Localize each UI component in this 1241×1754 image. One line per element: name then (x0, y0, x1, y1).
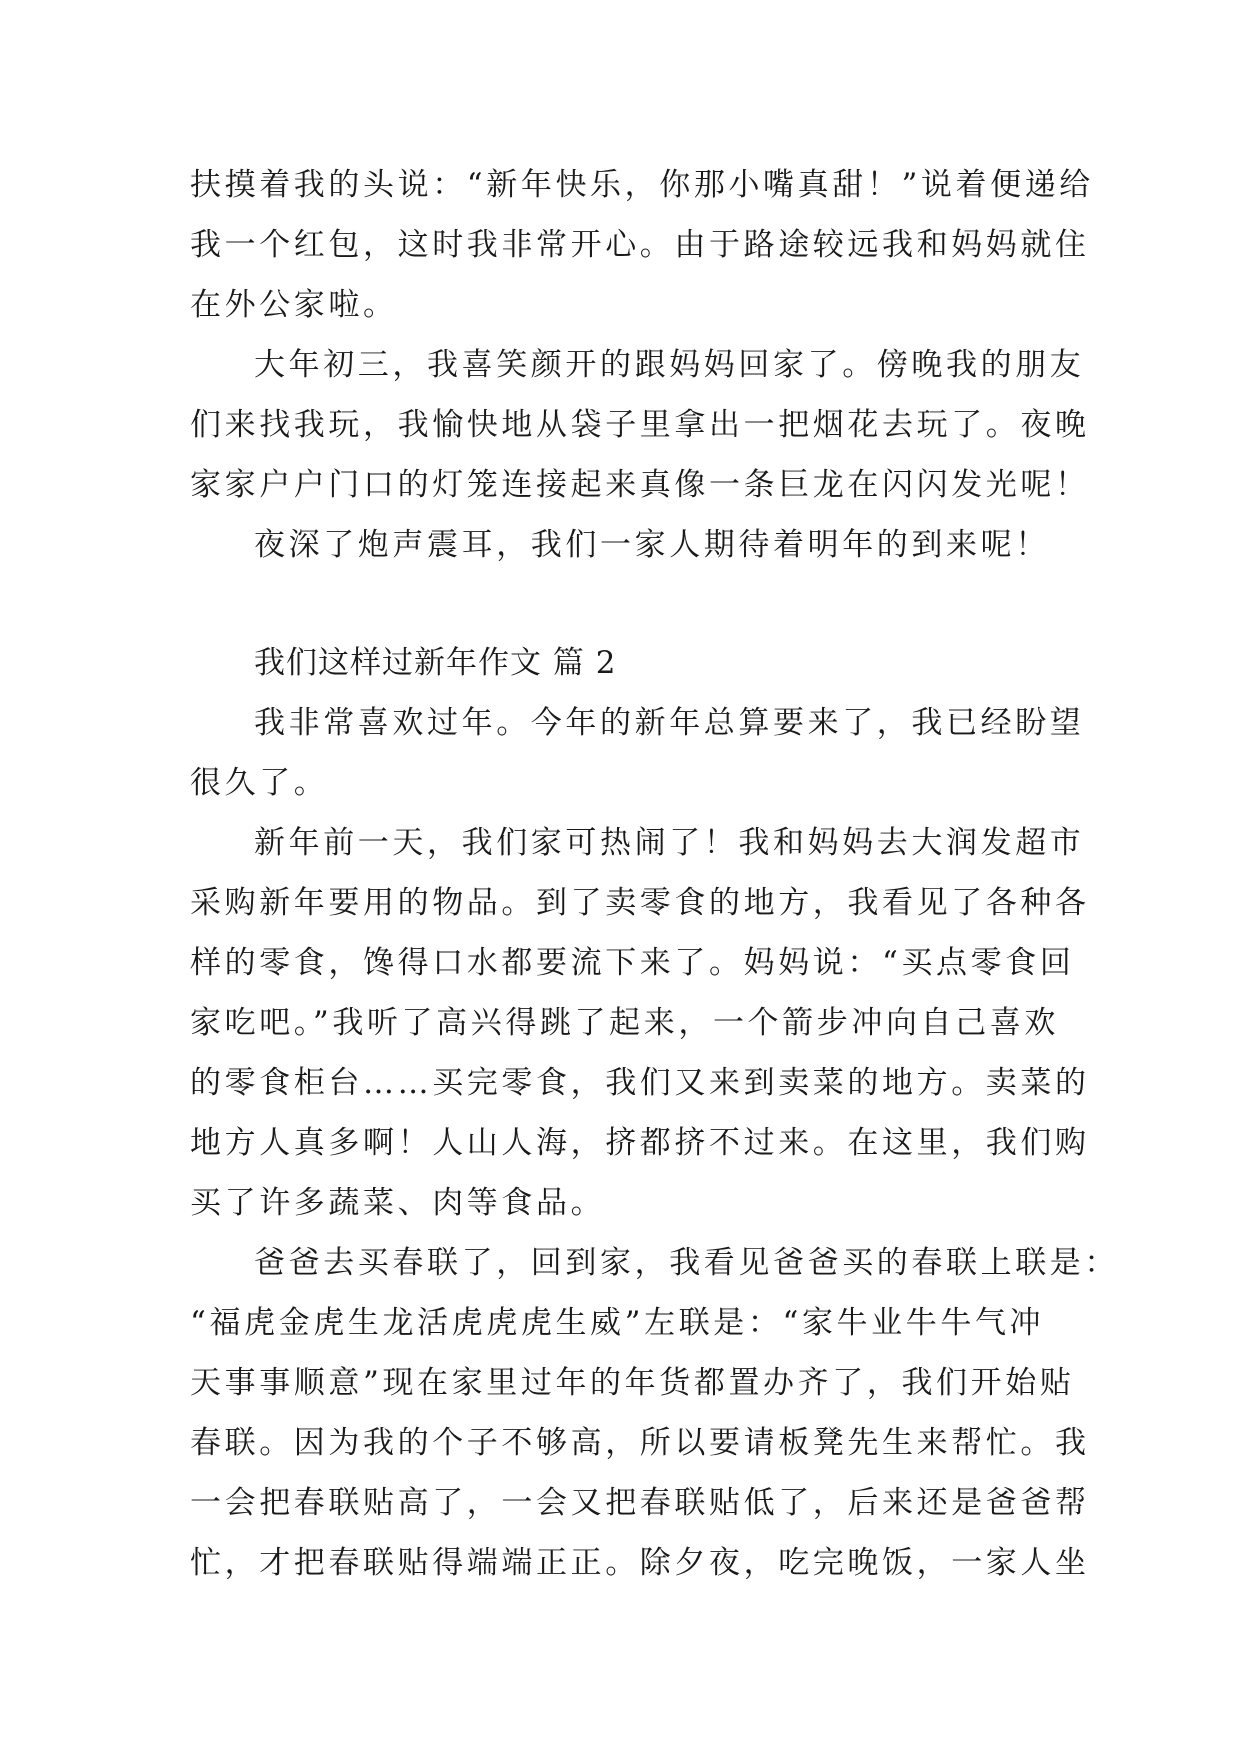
paragraph-start-line: 夜深了炮声震耳，我们一家人期待着明年的到来呢！ (254, 527, 1050, 563)
section-gap (190, 575, 1056, 633)
text-line: 春联。因为我的个子不够高，所以要请板凳先生来帮忙。我 (190, 1425, 1090, 1461)
paragraph-start-line: 新年前一天，我们家可热闹了！我和妈妈去大润发超市 (254, 825, 1085, 861)
paragraph-start-line: 大年初三，我喜笑颜开的跟妈妈回家了。傍晚我的朋友 (254, 347, 1085, 383)
text-line: 一会把春联贴高了，一会又把春联贴低了，后来还是爸爸帮 (190, 1485, 1090, 1521)
text-line: 家吃吧。”我听了高兴得跳了起来，一个箭步冲向自己喜欢 (190, 1005, 1059, 1041)
text-line: 家家户户门口的灯笼连接起来真像一条巨龙在闪闪发光呢！ (190, 467, 1090, 503)
text-line: 样的零食，馋得口水都要流下来了。妈妈说：“买点零食回 (190, 945, 1075, 981)
document-body (190, 155, 1119, 1593)
text-line: 很久了。 (190, 765, 329, 801)
text-line: “福虎金虎生龙活虎虎虎生威”左联是：“家牛业牛牛气冲 (190, 1305, 1045, 1341)
text-line: 地方人真多啊！人山人海，挤都挤不过来。在这里，我们购 (190, 1125, 1090, 1161)
text-line: 的零食柜台……买完零食，我们又来到卖菜的地方。卖菜的 (190, 1065, 1090, 1101)
text-line: 忙，才把春联贴得端端正正。除夕夜，吃完晚饭，一家人坐 (190, 1545, 1090, 1581)
section-heading: 我们这样过新年作文 篇 2 (254, 645, 617, 681)
text-line: 买了许多蔬菜、肉等食品。 (190, 1185, 606, 1221)
text-line: 在外公家啦。 (190, 287, 398, 323)
text-line: 采购新年要用的物品。到了卖零食的地方，我看见了各种各 (190, 885, 1090, 921)
text-line: 天事事顺意”现在家里过年的年货都置办齐了，我们开始贴 (190, 1365, 1075, 1401)
paragraph-start-line: 我非常喜欢过年。今年的新年总算要来了，我已经盼望 (254, 705, 1085, 741)
text-line: 扶摸着我的头说：“新年快乐，你那小嘴真甜！”说着便递给 (190, 167, 1094, 203)
text-line: 们来找我玩，我愉快地从袋子里拿出一把烟花去玩了。夜晚 (190, 407, 1090, 443)
text-line: 我一个红包，这时我非常开心。由于路途较远我和妈妈就住 (190, 227, 1090, 263)
paragraph-start-line: 爸爸去买春联了，回到家，我看见爸爸买的春联上联是： (254, 1245, 1119, 1281)
